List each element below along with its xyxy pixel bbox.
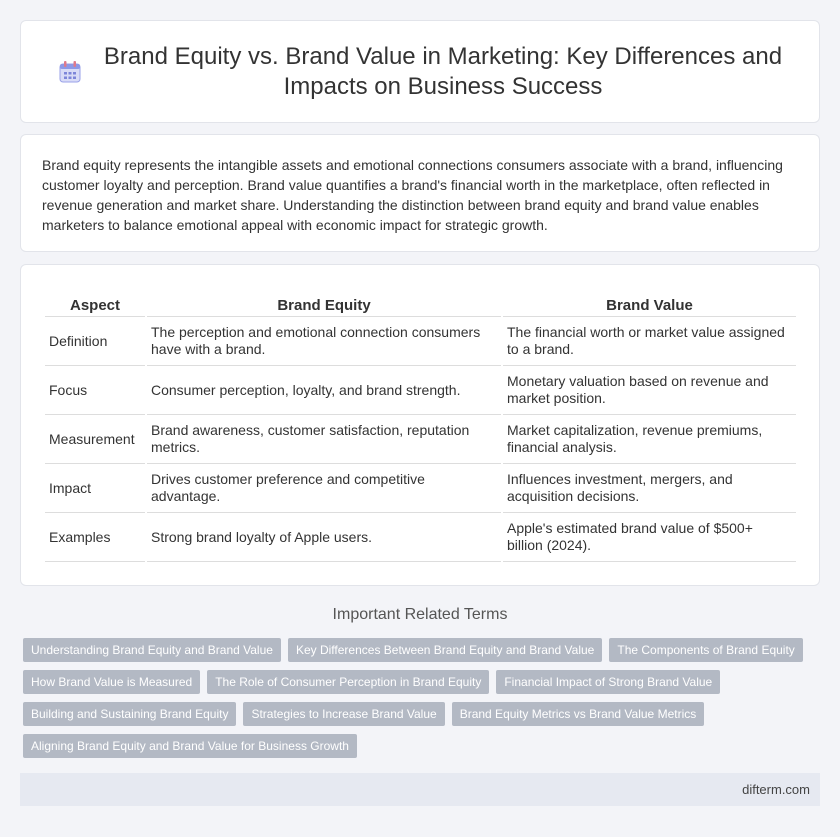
footer-site-link[interactable]: difterm.com (742, 782, 810, 797)
related-term-tag[interactable]: Understanding Brand Equity and Brand Value (23, 638, 281, 662)
row-brand-value: Market capitalization, revenue premiums, financial analysis. (503, 415, 796, 464)
related-term-tag[interactable]: Financial Impact of Strong Brand Value (496, 670, 720, 694)
row-aspect: Measurement (45, 415, 145, 464)
row-brand-equity: Strong brand loyalty of Apple users. (147, 513, 501, 562)
related-terms-tags (23, 638, 803, 758)
row-aspect: Focus (45, 366, 145, 415)
row-brand-equity: The perception and emotional connection consumers have with a brand. (147, 317, 501, 366)
header-card (20, 20, 820, 123)
comparison-table (43, 293, 798, 562)
footer (20, 773, 820, 806)
related-term-tag[interactable]: Key Differences Between Brand Equity and Brand Value (288, 638, 602, 662)
row-brand-value: Apple's estimated brand value of $500+ billion (2024). (503, 513, 796, 562)
row-brand-equity: Consumer perception, loyalty, and brand strength. (147, 366, 501, 415)
table-row (45, 317, 796, 366)
related-term-tag[interactable]: Aligning Brand Equity and Brand Value for Business Growth (23, 734, 357, 758)
header-brand-equity: Brand Equity (147, 293, 501, 317)
row-aspect: Examples (45, 513, 145, 562)
row-brand-equity: Brand awareness, customer satisfaction, reputation metrics. (147, 415, 501, 464)
table-row (45, 415, 796, 464)
row-brand-value: Influences investment, mergers, and acquisition decisions. (503, 464, 796, 513)
intro-card (20, 134, 820, 252)
row-brand-value: The financial worth or market value assigned to a brand. (503, 317, 796, 366)
row-brand-equity: Drives customer preference and competitive advantage. (147, 464, 501, 513)
table-row (45, 464, 796, 513)
related-term-tag[interactable]: Strategies to Increase Brand Value (243, 702, 444, 726)
related-term-tag[interactable]: How Brand Value is Measured (23, 670, 200, 694)
related-term-tag[interactable]: The Role of Consumer Perception in Brand Equity (207, 670, 489, 694)
related-term-tag[interactable]: Building and Sustaining Brand Equity (23, 702, 236, 726)
header-brand-value: Brand Value (503, 293, 796, 317)
comparison-table-card (20, 264, 820, 586)
row-brand-value: Monetary valuation based on revenue and market position. (503, 366, 796, 415)
intro-text: Brand equity represents the intangible assets and emotional connections consumers associate with a brand, influencing customer loyalty and perception. Brand value quantifies a brand's financial worth in the marketplace, often reflected in revenue generation and market share. Understanding the distinction between brand equity and brand value enables marketers to balance emotional appeal with economic impact for strategic growth. (42, 157, 783, 233)
table-row (45, 513, 796, 562)
calendar-icon (57, 59, 83, 85)
row-aspect: Impact (45, 464, 145, 513)
page-title: Brand Equity vs. Brand Value in Marketing: Key Differences and Impacts on Business Success (103, 42, 783, 100)
header-aspect: Aspect (45, 293, 145, 317)
related-terms-title: Important Related Terms (332, 606, 508, 623)
related-term-tag[interactable]: Brand Equity Metrics vs Brand Value Metrics (452, 702, 705, 726)
related-term-tag[interactable]: The Components of Brand Equity (609, 638, 802, 662)
row-aspect: Definition (45, 317, 145, 366)
table-header-row (45, 293, 796, 317)
table-row (45, 366, 796, 415)
